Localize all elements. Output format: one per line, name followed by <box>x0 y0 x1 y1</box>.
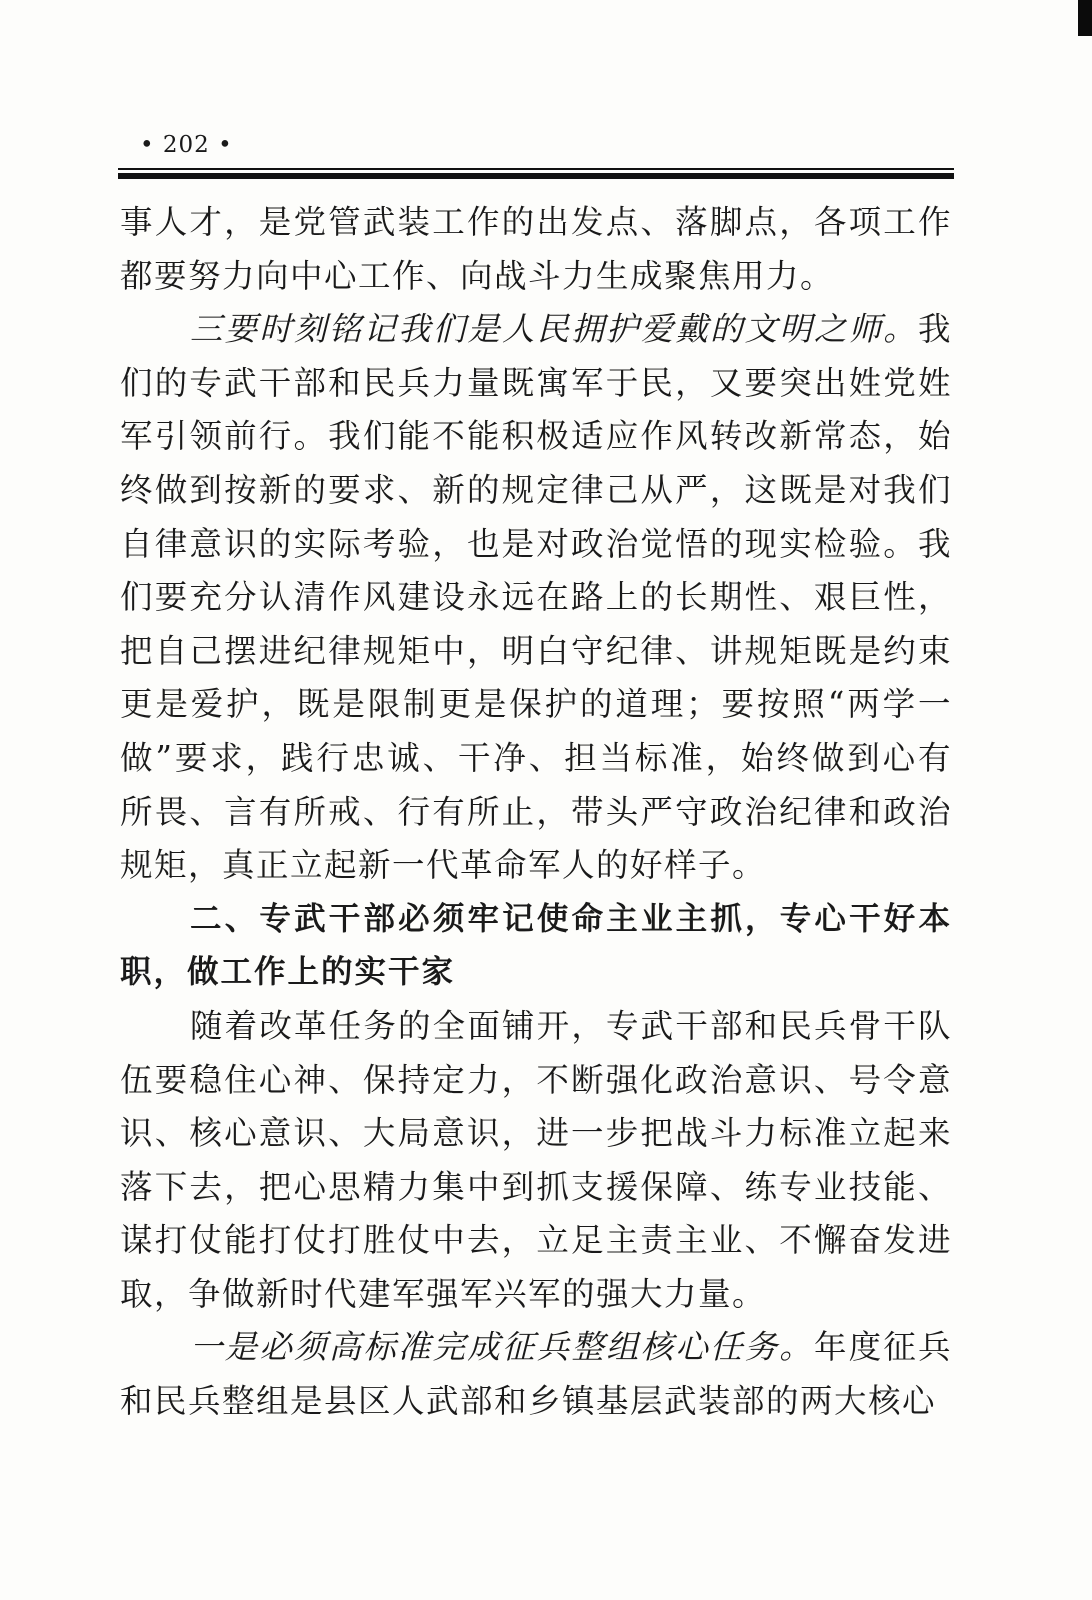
paragraph-continuation: 事人才，是党管武装工作的出发点、落脚点，各项工作都要努力向中心工作、向战斗力生成聚焦用力。 <box>120 203 952 295</box>
point-three-body: 我们的专武干部和民兵力量既寓军于民，又要突出姓党姓军引领前行。我们能不能积极适应作风转改新常态，始终做到按新的要求、新的规定律己从严，这既是对我们自律意识的实际考验，也是对政治觉悟的现实检验。我们要充分认清作风建设永远在路上的长期性、艰巨性，把自己摆进纪律规矩中，明白守纪律、讲规矩既是约束更是爱护，既是限制更是保护的道理；要按照“两学一做”要求，践行忠诚、干净、担当标准，始终做到心有所畏、言有所戒、行有所止，带头严守政治纪律和政治规矩，真正立起新一代革命军人的好样子。 <box>120 310 952 885</box>
paragraph-point-three <box>120 303 952 893</box>
header-rule-thick <box>118 173 954 179</box>
section-heading-two: 二、专武干部必须牢记使命主业主抓，专心干好本职，做工作上的实干家 <box>120 900 952 991</box>
paragraph-section-two-intro: 随着改革任务的全面铺开，专武干部和民兵骨干队伍要稳住心神、保持定力，不断强化政治意识、号令意识、核心意识、大局意识，进一步把战斗力标准立起来落下去，把心思精力集中到抓支援保障、练专业技能、谋打仗能打仗打胜仗中去，立足主责主业、不懈奋发进取，争做新时代建军强军兴军的强大力量。 <box>120 1006 952 1313</box>
header-rule-thin <box>118 168 954 170</box>
page-body <box>120 196 952 1429</box>
running-header <box>118 128 954 186</box>
point-one-lead: 一是必须高标准完成征兵整组核心任务。 <box>190 1328 814 1367</box>
point-one-body: 年度征兵和民兵整组是县区人武部和乡镇基层武装部的两大核心 <box>120 1328 952 1421</box>
page-edge-mark <box>1078 0 1092 36</box>
point-three-lead: 三要时刻铭记我们是人民拥护爱戴的文明之师。 <box>190 310 918 349</box>
page-number: • 202 • <box>140 132 233 158</box>
paragraph-point-one <box>120 1321 952 1428</box>
